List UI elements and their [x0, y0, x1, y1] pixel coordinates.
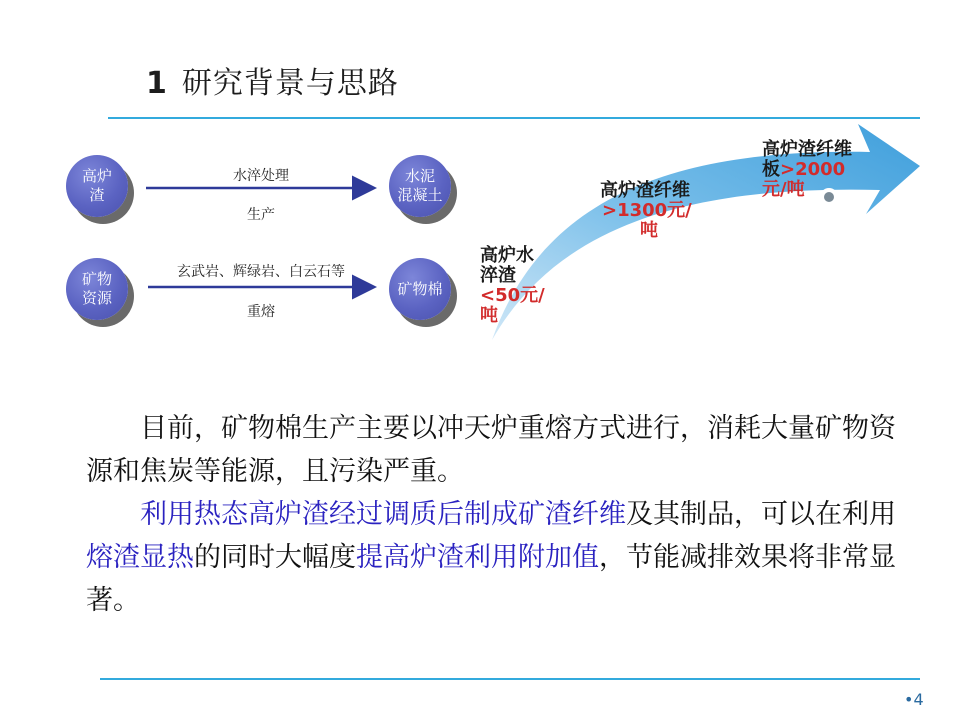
stage-slag-fiber-board	[762, 140, 852, 200]
stage2-name: 高炉渣纤维	[600, 180, 690, 201]
stage2-price-line2: 吨	[640, 220, 658, 241]
node-label: 矿物 资源	[81, 270, 112, 307]
paragraph-approach	[86, 493, 906, 622]
stage2-price-line1: >1300元/	[602, 200, 692, 221]
process-label-remelting: 重熔	[247, 304, 275, 320]
stage1-name-line2: 淬渣	[480, 265, 516, 286]
highlight-hot-slag-fiber: 利用热态高炉渣经过调质后制成矿渣纤维	[140, 499, 626, 530]
section-number: 1	[146, 66, 168, 101]
node-mineral-wool	[389, 258, 451, 320]
node-mineral-resources	[66, 258, 128, 320]
paragraph-background	[86, 407, 906, 493]
node-blast-furnace-slag	[66, 155, 128, 217]
footer-divider	[100, 678, 920, 680]
process-label-production: 生产	[247, 207, 275, 223]
node-label: 水泥 混凝土	[397, 167, 443, 204]
paragraph-approach-text1: 及其制品，可以在利用	[626, 499, 896, 530]
stage1-price-line1: <50元/	[480, 285, 545, 306]
stage3-price-part: >2000	[780, 159, 846, 180]
stage1-name-line1: 高炉水	[480, 245, 534, 266]
highlight-sensible-heat: 熔渣显热	[86, 542, 194, 573]
stage1-price-line2: 吨	[480, 305, 498, 326]
stage3-name-line1: 高炉渣纤维	[762, 139, 852, 160]
node-cement-concrete	[389, 155, 451, 217]
stage3-name-prefix: 板	[762, 159, 780, 180]
page-number: •4	[904, 690, 924, 709]
stage-water-quenched-slag	[480, 246, 545, 326]
paragraph-approach-text2: 的同时大幅度	[194, 542, 356, 573]
paragraph-approach-text3: ，节能减排效果将非常显著。	[86, 542, 896, 616]
paragraph-background-text: 目前，矿物棉生产主要以冲天炉重熔方式进行，消耗大量矿物资源和焦炭等能源，且污染严重。	[86, 413, 896, 487]
process-label-raw-materials: 玄武岩、辉绿岩、白云石等	[177, 264, 345, 280]
stage3-price-line2: 元/吨	[762, 179, 805, 200]
node-label: 高炉 渣	[81, 167, 112, 204]
stage-slag-fiber	[600, 181, 692, 241]
highlight-added-value: 提高炉渣利用附加值	[356, 542, 599, 573]
growth-arrow	[492, 124, 920, 340]
process-label-water-quench: 水淬处理	[233, 168, 289, 184]
section-title: 研究背景与思路	[181, 66, 399, 101]
node-label: 矿物棉	[397, 279, 443, 298]
